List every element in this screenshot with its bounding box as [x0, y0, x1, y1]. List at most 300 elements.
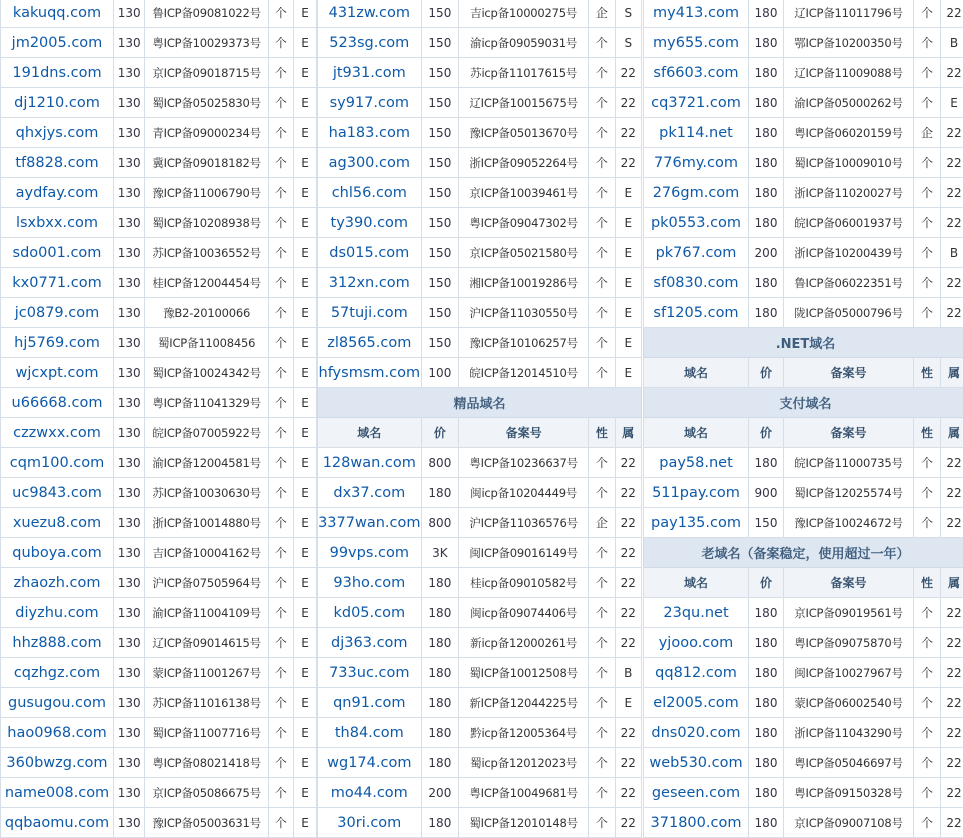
price-cell: 130: [114, 58, 145, 88]
price-cell: 180: [749, 178, 784, 208]
domain-link[interactable]: xuezu8.com: [13, 515, 101, 531]
type-cell: S: [615, 0, 641, 28]
nature-cell: 个: [589, 628, 615, 658]
table-row: [644, 808, 963, 838]
domain-cell: [318, 28, 422, 58]
icp-cell: 蒙ICP备11001267号: [145, 658, 268, 688]
domain-link[interactable]: 431zw.com: [329, 5, 410, 21]
price-cell: 130: [114, 208, 145, 238]
nature-cell: 个: [589, 148, 615, 178]
icp-cell: 皖ICP备12014510号: [459, 358, 589, 388]
domain-link[interactable]: 312xn.com: [329, 275, 410, 291]
type-cell: E: [293, 0, 316, 28]
domain-cell: [644, 208, 749, 238]
table-row: [318, 808, 642, 838]
table-row: [318, 298, 642, 328]
section-header-row: [318, 388, 642, 418]
column-header-row: [318, 418, 642, 448]
domain-link[interactable]: diyzhu.com: [15, 605, 98, 621]
price-cell: 130: [114, 628, 145, 658]
header-domain: 域名: [644, 358, 749, 388]
nature-cell: 个: [268, 298, 293, 328]
domain-link[interactable]: kx0771.com: [12, 275, 101, 291]
domain-link[interactable]: dns020.com: [651, 725, 740, 741]
type-cell: E: [293, 598, 316, 628]
domain-link[interactable]: qq812.com: [655, 665, 737, 681]
table-row: [318, 238, 642, 268]
table-row: [1, 28, 317, 58]
icp-cell: 蜀ICP备05025830号: [145, 88, 268, 118]
type-cell: E: [615, 328, 641, 358]
domain-link[interactable]: 3377wan.com: [318, 515, 420, 531]
icp-cell: 闽ICP备10027967号: [784, 658, 914, 688]
type-cell: 22: [941, 718, 963, 748]
type-cell: E: [615, 358, 641, 388]
icp-cell: 豫ICP备11006790号: [145, 178, 268, 208]
icp-cell: 苏ICP备10030630号: [145, 478, 268, 508]
icp-cell: 辽ICP备10015675号: [459, 88, 589, 118]
domain-link[interactable]: ty390.com: [331, 215, 409, 231]
nature-cell: 个: [914, 808, 941, 838]
domain-link[interactable]: qn91.com: [333, 695, 405, 711]
domain-link[interactable]: sf1205.com: [653, 305, 738, 321]
domain-link[interactable]: hhz888.com: [12, 635, 101, 651]
domain-cell: [318, 448, 422, 478]
price-cell: 130: [114, 268, 145, 298]
domain-link[interactable]: 523sg.com: [329, 35, 409, 51]
domain-link[interactable]: web530.com: [649, 755, 742, 771]
price-cell: 180: [749, 448, 784, 478]
domain-cell: [1, 148, 114, 178]
icp-cell: 蜀ICP备11008456: [145, 328, 268, 358]
domain-cell: [318, 148, 422, 178]
domain-cell: [644, 118, 749, 148]
table-row: [318, 88, 642, 118]
nature-cell: 个: [914, 28, 941, 58]
domain-link[interactable]: u66668.com: [12, 395, 103, 411]
domain-link[interactable]: 276gm.com: [653, 185, 740, 201]
table-row: [1, 298, 317, 328]
domain-link[interactable]: gusugou.com: [8, 695, 106, 711]
nature-cell: 个: [914, 178, 941, 208]
icp-cell: 吉icp备10000275号: [459, 0, 589, 28]
section-header-row: [644, 388, 963, 418]
domain-link[interactable]: 371800.com: [651, 815, 742, 831]
type-cell: E: [293, 448, 316, 478]
domain-link[interactable]: ha183.com: [329, 125, 410, 141]
type-cell: B: [615, 658, 641, 688]
icp-cell: 豫ICP备10106257号: [459, 328, 589, 358]
type-cell: 22: [941, 778, 963, 808]
domain-link[interactable]: 360bwzg.com: [6, 755, 107, 771]
type-cell: 22: [941, 478, 963, 508]
price-cell: 100: [421, 358, 459, 388]
table-row: [318, 778, 642, 808]
icp-cell: 京ICP备05086675号: [145, 778, 268, 808]
price-cell: 200: [421, 778, 459, 808]
icp-cell: 蜀ICP备12025574号: [784, 478, 914, 508]
nature-cell: 个: [268, 88, 293, 118]
domain-link[interactable]: my655.com: [653, 35, 739, 51]
domain-column-1: [0, 0, 317, 838]
domain-link[interactable]: 191dns.com: [12, 65, 101, 81]
column-header-row: [644, 568, 963, 598]
price-cell: 150: [421, 148, 459, 178]
price-cell: 900: [749, 478, 784, 508]
domain-link[interactable]: 511pay.com: [652, 485, 740, 501]
domain-link[interactable]: ds015.com: [329, 245, 409, 261]
price-cell: 130: [114, 118, 145, 148]
domain-cell: [1, 0, 114, 28]
icp-cell: 鲁ICP备06022351号: [784, 268, 914, 298]
type-cell: 22: [615, 568, 641, 598]
domain-link[interactable]: cqm100.com: [10, 455, 105, 471]
type-cell: E: [293, 298, 316, 328]
table-row: [1, 598, 317, 628]
nature-cell: 个: [914, 88, 941, 118]
icp-cell: 粤ICP备06020159号: [784, 118, 914, 148]
domain-link[interactable]: 99vps.com: [330, 545, 409, 561]
domain-cell: [318, 88, 422, 118]
header-icp: 备案号: [784, 568, 914, 598]
domain-cell: [644, 628, 749, 658]
icp-cell: 冀ICP备09018182号: [145, 148, 268, 178]
domain-link[interactable]: wjcxpt.com: [16, 365, 99, 381]
nature-cell: 个: [589, 598, 615, 628]
table-row: [318, 358, 642, 388]
nature-cell: 个: [589, 88, 615, 118]
domain-cell: [644, 28, 749, 58]
domain-link[interactable]: tf8828.com: [15, 155, 98, 171]
column-header-row: [644, 358, 963, 388]
price-cell: 130: [114, 148, 145, 178]
type-cell: 22: [941, 508, 963, 538]
domain-link[interactable]: pay135.com: [651, 515, 741, 531]
domain-link[interactable]: pay58.net: [659, 455, 733, 471]
price-cell: 180: [421, 568, 459, 598]
section-title: .NET域名: [644, 328, 963, 358]
nature-cell: 个: [914, 448, 941, 478]
price-cell: 130: [114, 238, 145, 268]
domain-link[interactable]: hao0968.com: [7, 725, 106, 741]
table-row: [1, 778, 317, 808]
icp-cell: 皖ICP备06001937号: [784, 208, 914, 238]
domain-link[interactable]: sy917.com: [330, 95, 409, 111]
domain-link[interactable]: ag300.com: [329, 155, 410, 171]
domain-link[interactable]: pk767.com: [656, 245, 737, 261]
icp-cell: 闽icp备09074406号: [459, 598, 589, 628]
nature-cell: 个: [589, 448, 615, 478]
nature-cell: 个: [589, 718, 615, 748]
domain-cell: [644, 88, 749, 118]
domain-cell: [318, 178, 422, 208]
price-cell: 130: [114, 298, 145, 328]
icp-cell: 豫ICP备05013670号: [459, 118, 589, 148]
price-cell: 130: [114, 688, 145, 718]
domain-link[interactable]: geseen.com: [652, 785, 740, 801]
domain-link[interactable]: jm2005.com: [12, 35, 103, 51]
table-row: [1, 88, 317, 118]
type-cell: 22: [941, 0, 963, 28]
table-row: [1, 718, 317, 748]
nature-cell: 个: [914, 208, 941, 238]
type-cell: 22: [615, 58, 641, 88]
domain-link[interactable]: zl8565.com: [327, 335, 411, 351]
domain-cell: [318, 718, 422, 748]
icp-cell: 浙ICP备11043290号: [784, 718, 914, 748]
table-row: [318, 628, 642, 658]
icp-cell: 沪ICP备07505964号: [145, 568, 268, 598]
type-cell: 22: [615, 748, 641, 778]
header-domain: 域名: [644, 418, 749, 448]
type-cell: 22: [615, 778, 641, 808]
table-row: [318, 268, 642, 298]
domain-link[interactable]: mo44.com: [331, 785, 408, 801]
icp-cell: 苏icp备11017615号: [459, 58, 589, 88]
nature-cell: 个: [914, 718, 941, 748]
nature-cell: 个: [589, 748, 615, 778]
icp-cell: 京ICP备09007108号: [784, 808, 914, 838]
icp-cell: 蜀ICP备10024342号: [145, 358, 268, 388]
type-cell: B: [941, 238, 963, 268]
nature-cell: 个: [589, 658, 615, 688]
icp-cell: 辽ICP备11009088号: [784, 58, 914, 88]
table-row: [644, 658, 963, 688]
icp-cell: 新icp备12000261号: [459, 628, 589, 658]
domain-link[interactable]: dj1210.com: [14, 95, 100, 111]
table-row: [644, 148, 963, 178]
domain-link[interactable]: name008.com: [5, 785, 109, 801]
nature-cell: 个: [268, 388, 293, 418]
domain-link[interactable]: sf0830.com: [653, 275, 738, 291]
table-row: [318, 658, 642, 688]
type-cell: E: [293, 388, 316, 418]
nature-cell: 个: [268, 448, 293, 478]
table-row: [318, 0, 642, 28]
price-cell: 180: [749, 88, 784, 118]
icp-cell: 蜀ICP备10208938号: [145, 208, 268, 238]
icp-cell: 浙ICP备09052264号: [459, 148, 589, 178]
table-row: [318, 28, 642, 58]
table-row: [644, 58, 963, 88]
domain-link[interactable]: sf6603.com: [653, 65, 738, 81]
table-row: [1, 748, 317, 778]
domain-cell: [644, 268, 749, 298]
domain-link[interactable]: 128wan.com: [323, 455, 416, 471]
domain-link[interactable]: chl56.com: [332, 185, 407, 201]
type-cell: E: [941, 88, 963, 118]
price-cell: 150: [421, 268, 459, 298]
nature-cell: 个: [914, 658, 941, 688]
domain-link[interactable]: cq3721.com: [651, 95, 741, 111]
domain-link[interactable]: 57tuji.com: [331, 305, 408, 321]
domain-link[interactable]: pk114.net: [659, 125, 733, 141]
table-row: [318, 568, 642, 598]
type-cell: 22: [941, 688, 963, 718]
icp-cell: 鄂ICP备10200350号: [784, 28, 914, 58]
domain-link[interactable]: th84.com: [335, 725, 404, 741]
price-cell: 130: [114, 448, 145, 478]
type-cell: E: [293, 328, 316, 358]
table-row: [318, 718, 642, 748]
nature-cell: 个: [589, 238, 615, 268]
domain-cell: [1, 358, 114, 388]
domain-cell: [644, 448, 749, 478]
domain-link[interactable]: qqbaomu.com: [5, 815, 109, 831]
type-cell: E: [293, 28, 316, 58]
table-row: [318, 508, 642, 538]
domain-link[interactable]: quboya.com: [12, 545, 102, 561]
table-row: [1, 658, 317, 688]
domain-link[interactable]: wg174.com: [327, 755, 411, 771]
domain-cell: [318, 238, 422, 268]
type-cell: E: [293, 148, 316, 178]
icp-cell: 皖ICP备07005922号: [145, 418, 268, 448]
nature-cell: 个: [914, 598, 941, 628]
table-row: [1, 0, 317, 28]
type-cell: 22: [941, 628, 963, 658]
domain-cell: [318, 58, 422, 88]
domain-cell: [644, 478, 749, 508]
domain-link[interactable]: 23qu.net: [663, 605, 728, 621]
price-cell: 130: [114, 568, 145, 598]
nature-cell: 个: [914, 268, 941, 298]
type-cell: 22: [615, 628, 641, 658]
domain-cell: [644, 508, 749, 538]
nature-cell: 个: [268, 148, 293, 178]
price-cell: 180: [749, 298, 784, 328]
domain-link[interactable]: uc9843.com: [12, 485, 102, 501]
domain-link[interactable]: qhxjys.com: [16, 125, 99, 141]
domain-link[interactable]: aydfay.com: [16, 185, 99, 201]
domain-cell: [318, 298, 422, 328]
domain-link[interactable]: el2005.com: [653, 695, 738, 711]
header-price: 价: [749, 418, 784, 448]
domain-link[interactable]: dx37.com: [333, 485, 405, 501]
table-row: [318, 448, 642, 478]
price-cell: 180: [749, 268, 784, 298]
icp-cell: 沪ICP备11030550号: [459, 298, 589, 328]
icp-cell: 黔icp备12005364号: [459, 718, 589, 748]
type-cell: E: [293, 478, 316, 508]
nature-cell: 个: [914, 0, 941, 28]
domain-cell: [318, 208, 422, 238]
domain-cell: [644, 178, 749, 208]
table-row: [318, 478, 642, 508]
table-row: [1, 268, 317, 298]
type-cell: 22: [941, 148, 963, 178]
icp-cell: 蜀ICP备11007716号: [145, 718, 268, 748]
domain-link[interactable]: jc0879.com: [15, 305, 99, 321]
icp-cell: 苏ICP备10036552号: [145, 238, 268, 268]
domain-link[interactable]: kakuqq.com: [13, 5, 101, 21]
price-cell: 180: [749, 808, 784, 838]
nature-cell: 企: [914, 118, 941, 148]
type-cell: E: [293, 718, 316, 748]
table-row: [644, 208, 963, 238]
domain-link[interactable]: 93ho.com: [333, 575, 405, 591]
header-domain: 域名: [644, 568, 749, 598]
type-cell: E: [615, 238, 641, 268]
domain-link[interactable]: jt931.com: [333, 65, 406, 81]
icp-cell: 渝icp备09059031号: [459, 28, 589, 58]
domain-cell: [318, 328, 422, 358]
domain-link[interactable]: 776my.com: [654, 155, 738, 171]
icp-cell: 闽ICP备09016149号: [459, 538, 589, 568]
domain-link[interactable]: 30ri.com: [337, 815, 401, 831]
domain-link[interactable]: czzwxx.com: [13, 425, 101, 441]
header-nature: 性: [914, 418, 941, 448]
type-cell: 22: [941, 808, 963, 838]
domain-link[interactable]: zhaozh.com: [14, 575, 101, 591]
price-cell: 180: [749, 778, 784, 808]
domain-cell: [1, 508, 114, 538]
domain-link[interactable]: kd05.com: [333, 605, 405, 621]
price-cell: 800: [421, 508, 459, 538]
icp-cell: 渝ICP备11004109号: [145, 598, 268, 628]
domain-link[interactable]: cqzhgz.com: [14, 665, 100, 681]
domain-cell: [1, 478, 114, 508]
domain-link[interactable]: yjooo.com: [659, 635, 734, 651]
section-header-row: [644, 328, 963, 358]
price-cell: 180: [749, 0, 784, 28]
icp-cell: 豫ICP备10024672号: [784, 508, 914, 538]
type-cell: 22: [941, 58, 963, 88]
price-cell: 180: [749, 118, 784, 148]
table-row: [644, 178, 963, 208]
domain-cell: [1, 808, 114, 838]
table-row: [1, 358, 317, 388]
price-cell: 130: [114, 418, 145, 448]
nature-cell: 个: [268, 628, 293, 658]
nature-cell: 个: [914, 478, 941, 508]
icp-cell: 辽ICP备11011796号: [784, 0, 914, 28]
domain-link[interactable]: my413.com: [653, 5, 739, 21]
table-row: [644, 268, 963, 298]
column-header-row: [644, 418, 963, 448]
domain-link[interactable]: dj363.com: [331, 635, 408, 651]
type-cell: 22: [615, 148, 641, 178]
domain-link[interactable]: hfysmsm.com: [319, 365, 421, 381]
nature-cell: 个: [914, 148, 941, 178]
domain-cell: [644, 718, 749, 748]
domain-cell: [1, 208, 114, 238]
type-cell: E: [615, 208, 641, 238]
domain-cell: [1, 598, 114, 628]
price-cell: 3K: [421, 538, 459, 568]
domain-link[interactable]: 733uc.com: [329, 665, 409, 681]
type-cell: 22: [615, 448, 641, 478]
nature-cell: 个: [268, 748, 293, 778]
nature-cell: 个: [268, 478, 293, 508]
type-cell: 22: [941, 268, 963, 298]
domain-link[interactable]: sdo001.com: [13, 245, 102, 261]
type-cell: 22: [941, 658, 963, 688]
domain-link[interactable]: pk0553.com: [651, 215, 741, 231]
type-cell: E: [293, 808, 316, 838]
type-cell: E: [293, 88, 316, 118]
table-row: [1, 388, 317, 418]
nature-cell: 个: [589, 268, 615, 298]
domain-link[interactable]: hj5769.com: [14, 335, 100, 351]
type-cell: E: [293, 58, 316, 88]
price-cell: 180: [749, 58, 784, 88]
nature-cell: 个: [589, 28, 615, 58]
type-cell: E: [293, 688, 316, 718]
icp-cell: 陇ICP备05000796号: [784, 298, 914, 328]
domain-link[interactable]: lsxbxx.com: [16, 215, 98, 231]
table-row: [1, 508, 317, 538]
